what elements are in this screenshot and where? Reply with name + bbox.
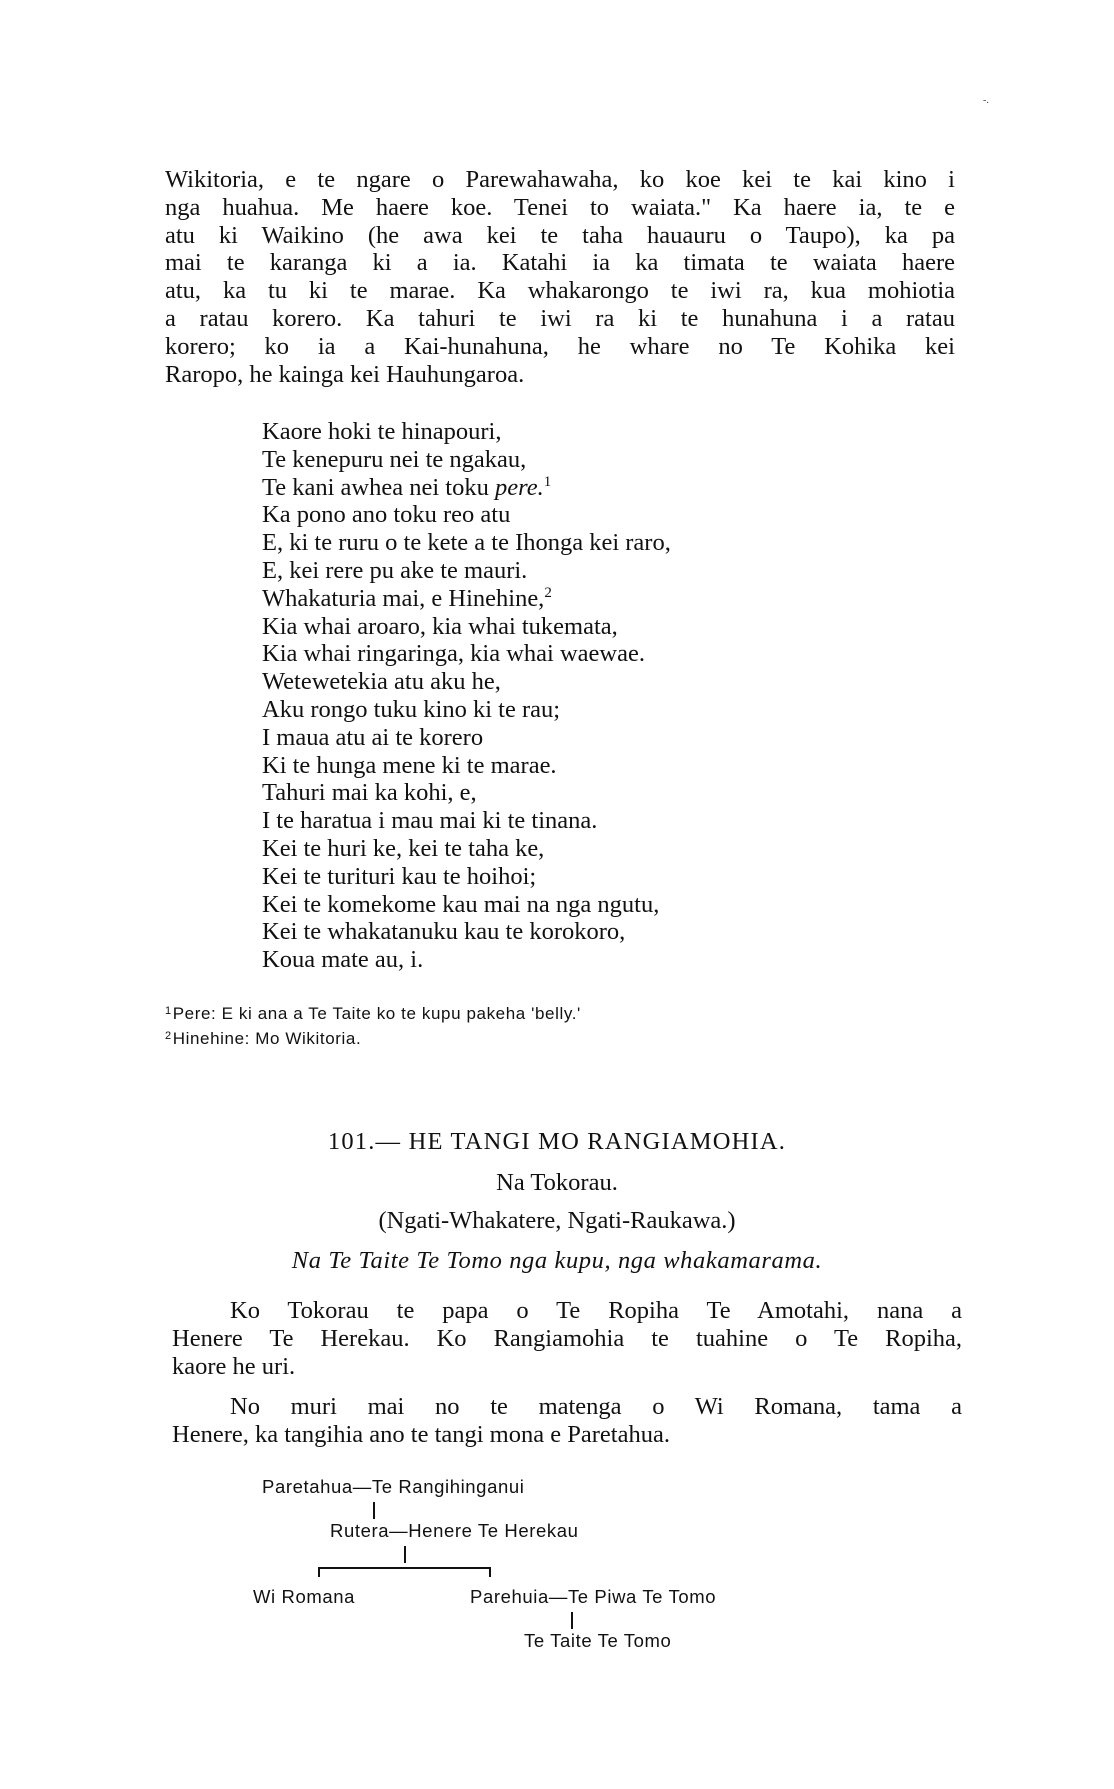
song-tribe: (Ngati-Whakatere, Ngati-Raukawa.): [378, 1207, 736, 1234]
genealogy-gen2: Rutera—Henere Te Herekau: [330, 1520, 579, 1541]
intro-line: atu ki Waikino (he awa kei te taha hauauru o Taupo), ka pa: [165, 221, 955, 249]
poem-line: Koua mate au, i.: [262, 946, 424, 974]
genealogy-gen4: Te Taite Te Tomo: [524, 1630, 672, 1651]
poem-line: Kei te huri ke, kei te taha ke,: [262, 834, 545, 862]
footnote-marker: 2: [165, 1030, 172, 1042]
intro-line: mai te karanga ki a ia. Katahi ia ka timata te waiata haere: [165, 249, 955, 277]
poem-line: Wetewetekia atu aku he,: [262, 668, 501, 696]
poem-line: Kei te whakatanuku kau te korokoro,: [262, 918, 626, 946]
page-mark: -.: [983, 95, 989, 106]
genealogy-connector: [318, 1567, 320, 1577]
poem-line: Te kenepuru nei te ngakau,: [262, 445, 527, 473]
poem-line: Kaore hoki te hinapouri,: [262, 418, 502, 445]
poem-line: Kia whai ringaringa, kia whai waewae.: [262, 640, 645, 668]
poem-line: Aku rongo tuku kino ki te rau;: [262, 695, 561, 723]
poem-line: Ki te hunga mene ki te marae.: [262, 751, 557, 779]
paragraph-line: kaore he uri.: [172, 1353, 296, 1380]
paragraph-line: Henere Te Herekau. Ko Rangiamohia te tuahine o Te Ropiha,: [172, 1325, 962, 1352]
genealogy-connector: [404, 1546, 406, 1563]
genealogy-connector: [489, 1567, 491, 1577]
poem-line: E, ki te ruru o te kete a te Ihonga kei raro,: [262, 529, 671, 557]
song-credit: Na Te Taite Te Tomo nga kupu, nga whakamarama.: [291, 1247, 823, 1274]
poem-line: Tahuri mai ka kohi, e,: [262, 779, 477, 807]
poem-line-text: Whakaturia mai, e Hinehine,: [262, 584, 545, 612]
genealogy-connector: [571, 1612, 573, 1629]
poem-line-text: Te kani awhea nei toku: [262, 473, 495, 501]
footnote-text: Pere: E ki ana a Te Taite ko te kupu pakeha 'belly.': [172, 1004, 581, 1023]
song-title: 101.— HE TANGI MO RANGIAMOHIA.: [327, 1128, 787, 1155]
poem-line: Kei te turituri kau te hoihoi;: [262, 862, 537, 890]
intro-line: a ratau korero. Ka tahuri te iwi ra ki te hunahuna i a ratau: [165, 304, 955, 332]
footnote-ref: 1: [543, 473, 552, 490]
footnote-marker: 1: [165, 1005, 172, 1017]
intro-line: korero; ko ia a Kai-hunahuna, he whare no Te Kohika kei: [165, 332, 955, 360]
poem-line: I maua atu ai te korero: [262, 723, 484, 751]
genealogy-connector: [373, 1502, 375, 1519]
poem-line-italic: pere.: [495, 473, 544, 501]
genealogy-child-left: Wi Romana: [253, 1586, 356, 1607]
intro-line: atu, ka tu ki te marae. Ka whakarongo te iwi ra, kua mohiotia: [165, 277, 955, 305]
genealogy-sibling-bar: [318, 1567, 490, 1569]
footnote-ref: 2: [544, 584, 552, 601]
poem-line: I te haratua i mau mai ki te tinana.: [262, 807, 598, 835]
genealogy-child-right: Parehuia—Te Piwa Te Tomo: [470, 1586, 717, 1607]
intro-line: Raropo, he kainga kei Hauhungaroa.: [165, 360, 525, 388]
poem-line: Kei te komekome kau mai na nga ngutu,: [262, 890, 660, 918]
poem-line: Ka pono ano toku reo atu: [262, 501, 511, 529]
intro-line: Wikitoria, e te ngare o Parewahawaha, ko koe kei te kai kino i: [165, 166, 955, 193]
footnote-text: Hinehine: Mo Wikitoria.: [172, 1029, 362, 1048]
paragraph-line: Ko Tokorau te papa o Te Ropiha Te Amotahi, nana a: [230, 1297, 962, 1324]
intro-line: nga huahua. Me haere koe. Tenei to waiata." Ka haere ia, te e: [165, 193, 955, 221]
paragraph-line: Henere, ka tangihia ano te tangi mona e Paretahua.: [172, 1421, 670, 1448]
song-author: Na Tokorau.: [496, 1169, 618, 1196]
poem-line: Kia whai aroaro, kia whai tukemata,: [262, 612, 618, 640]
genealogy-gen1: Paretahua—Te Rangihinganui: [262, 1476, 525, 1497]
paragraph-line: No muri mai no te matenga o Wi Romana, tama a: [230, 1393, 962, 1420]
poem-line: E, kei rere pu ake te mauri.: [262, 556, 528, 584]
